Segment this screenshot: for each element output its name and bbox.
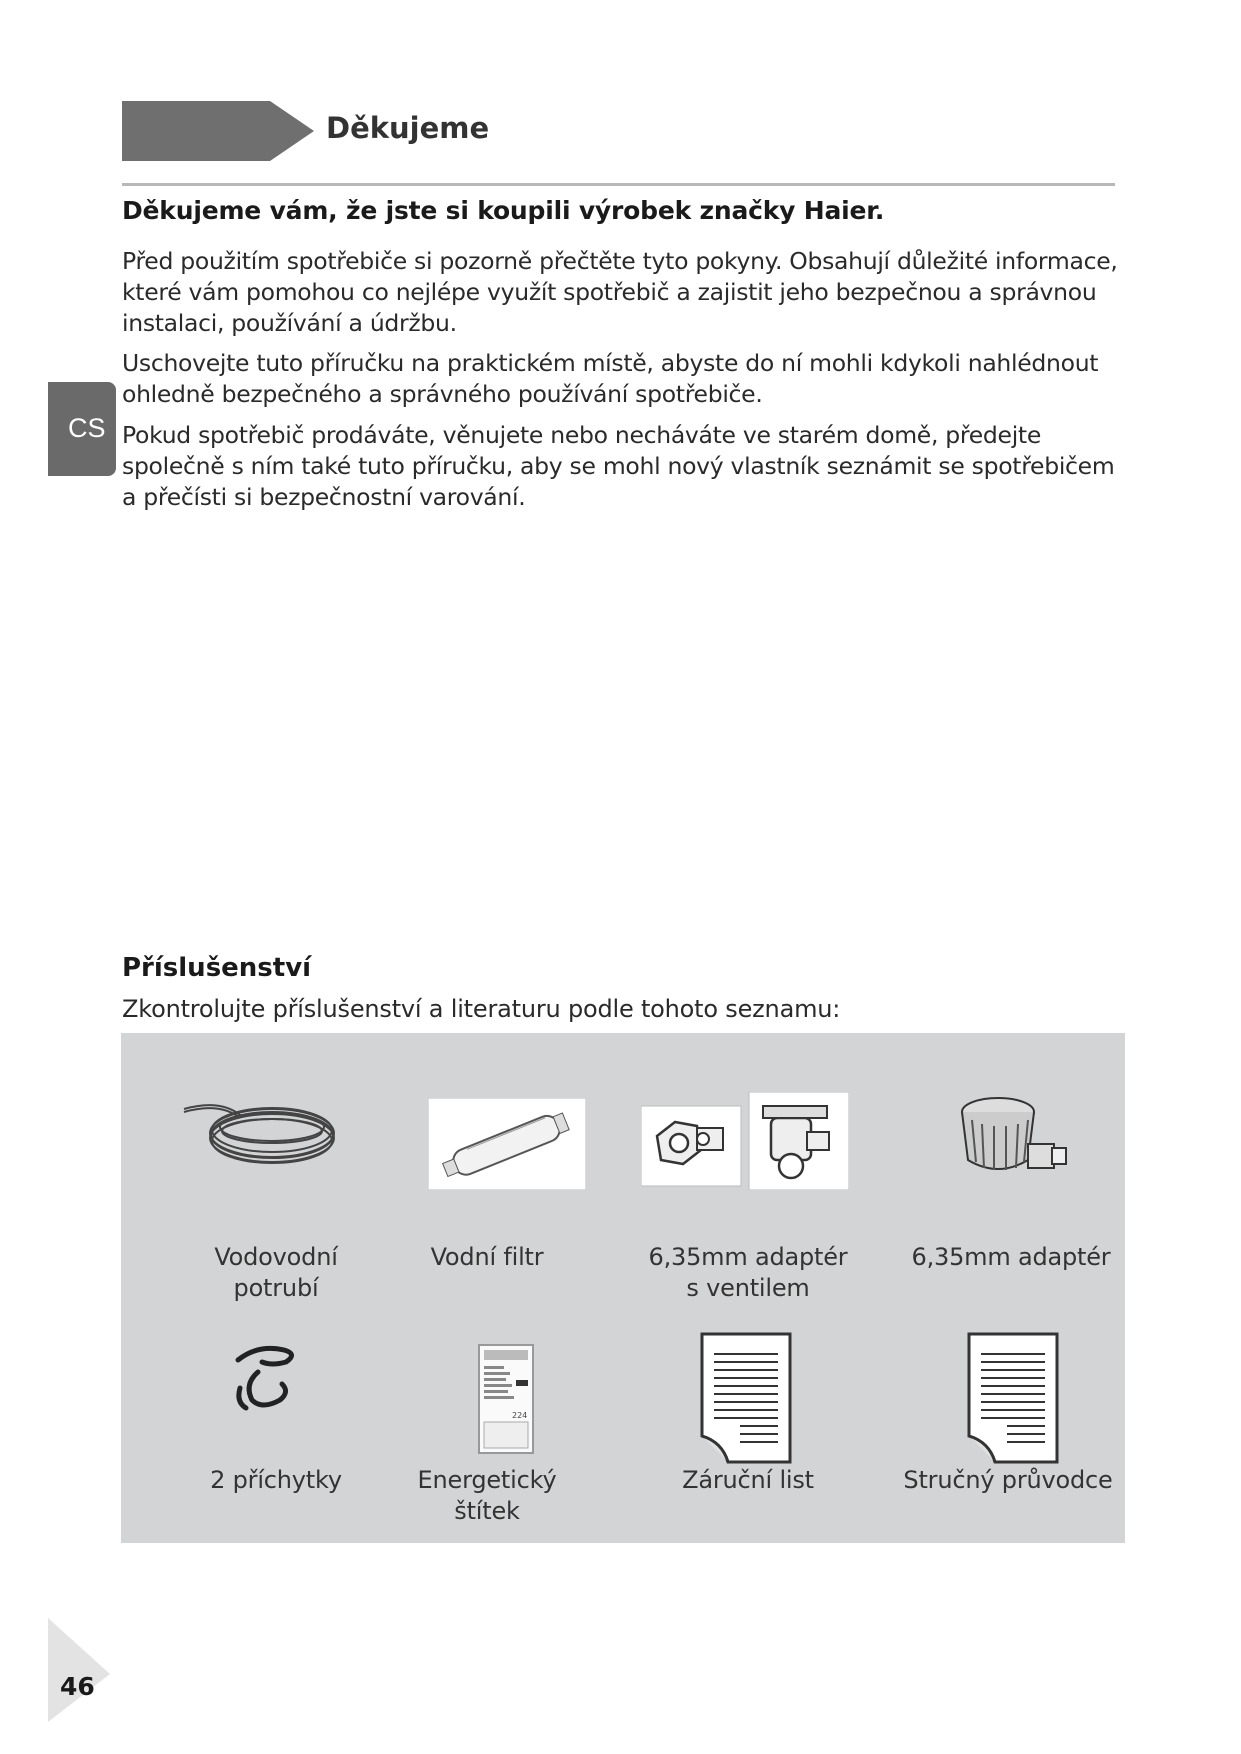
adapter-icon — [950, 1088, 1072, 1188]
label-line: Energetický — [417, 1466, 557, 1494]
intro-paragraph-2 — [122, 348, 1162, 410]
page-corner-marker — [48, 1618, 110, 1722]
accessories-heading: Příslušenství — [122, 953, 312, 983]
label-line: 6,35mm adaptér — [911, 1243, 1111, 1271]
header-banner — [122, 101, 314, 161]
energy-label-value: 224 — [512, 1411, 528, 1420]
label-line: štítek — [454, 1497, 520, 1525]
text-line: ohledně bezpečného a správného používání spotřebiče. — [122, 380, 763, 408]
warranty-card-icon — [700, 1332, 792, 1464]
label-line: potrubí — [233, 1274, 319, 1302]
valve-adapter-icon — [641, 1092, 849, 1190]
label-line: Záruční list — [682, 1466, 814, 1494]
item-label-valve-adapter — [628, 1242, 868, 1304]
text-line: Pokud spotřebič prodáváte, věnujete nebo necháváte ve starém domě, předejte — [122, 421, 1042, 449]
item-label-clips — [166, 1465, 386, 1496]
page-number: 46 — [60, 1672, 95, 1701]
label-line: s ventilem — [686, 1274, 810, 1302]
clips-icon — [228, 1340, 308, 1424]
text-line: a přečísti si bezpečnostní varování. — [122, 483, 526, 511]
item-label-adapter — [891, 1242, 1131, 1273]
label-line: 2 příchytky — [210, 1466, 342, 1494]
water-filter-icon — [428, 1098, 586, 1190]
energy-label-icon — [478, 1344, 534, 1454]
intro-paragraph-1 — [122, 246, 1162, 339]
label-line: Vodovodní — [214, 1243, 338, 1271]
item-label-energy-label — [377, 1465, 597, 1527]
text-line: společně s ním také tuto příručku, aby se mohl nový vlastník seznámit se spotřebičem — [122, 452, 1115, 480]
text-line: které vám pomohou co nejlépe využít spotřebič a zajistit jeho bezpečnou a správnou — [122, 278, 1097, 306]
text-line: instalaci, používání a údržbu. — [122, 309, 457, 337]
item-label-water-filter — [377, 1242, 597, 1273]
language-code: CS — [68, 413, 106, 443]
intro-paragraph-3 — [122, 420, 1162, 513]
text-line: Před použitím spotřebiče si pozorně přečtěte tyto pokyny. Obsahují důležité informace, — [122, 247, 1118, 275]
intro-heading: Děkujeme vám, že jste si koupili výrobek značky Haier. — [122, 196, 885, 225]
label-line: Vodní filtr — [430, 1243, 544, 1271]
language-tab — [48, 382, 116, 476]
item-label-quick-guide — [888, 1465, 1128, 1496]
quick-guide-icon — [967, 1332, 1059, 1464]
header-divider — [122, 183, 1115, 186]
accessories-intro: Zkontrolujte příslušenství a literaturu podle tohoto seznamu: — [122, 995, 841, 1023]
label-line: Stručný průvodce — [903, 1466, 1113, 1494]
water-pipe-coil-icon — [180, 1085, 340, 1175]
item-label-warranty — [638, 1465, 858, 1496]
label-line: 6,35mm adaptér — [648, 1243, 848, 1271]
item-label-water-pipe — [166, 1242, 386, 1304]
text-line: Uschovejte tuto příručku na praktickém místě, abyste do ní mohli kdykoli nahlédnout — [122, 349, 1099, 377]
section-title: Děkujeme — [326, 111, 490, 145]
